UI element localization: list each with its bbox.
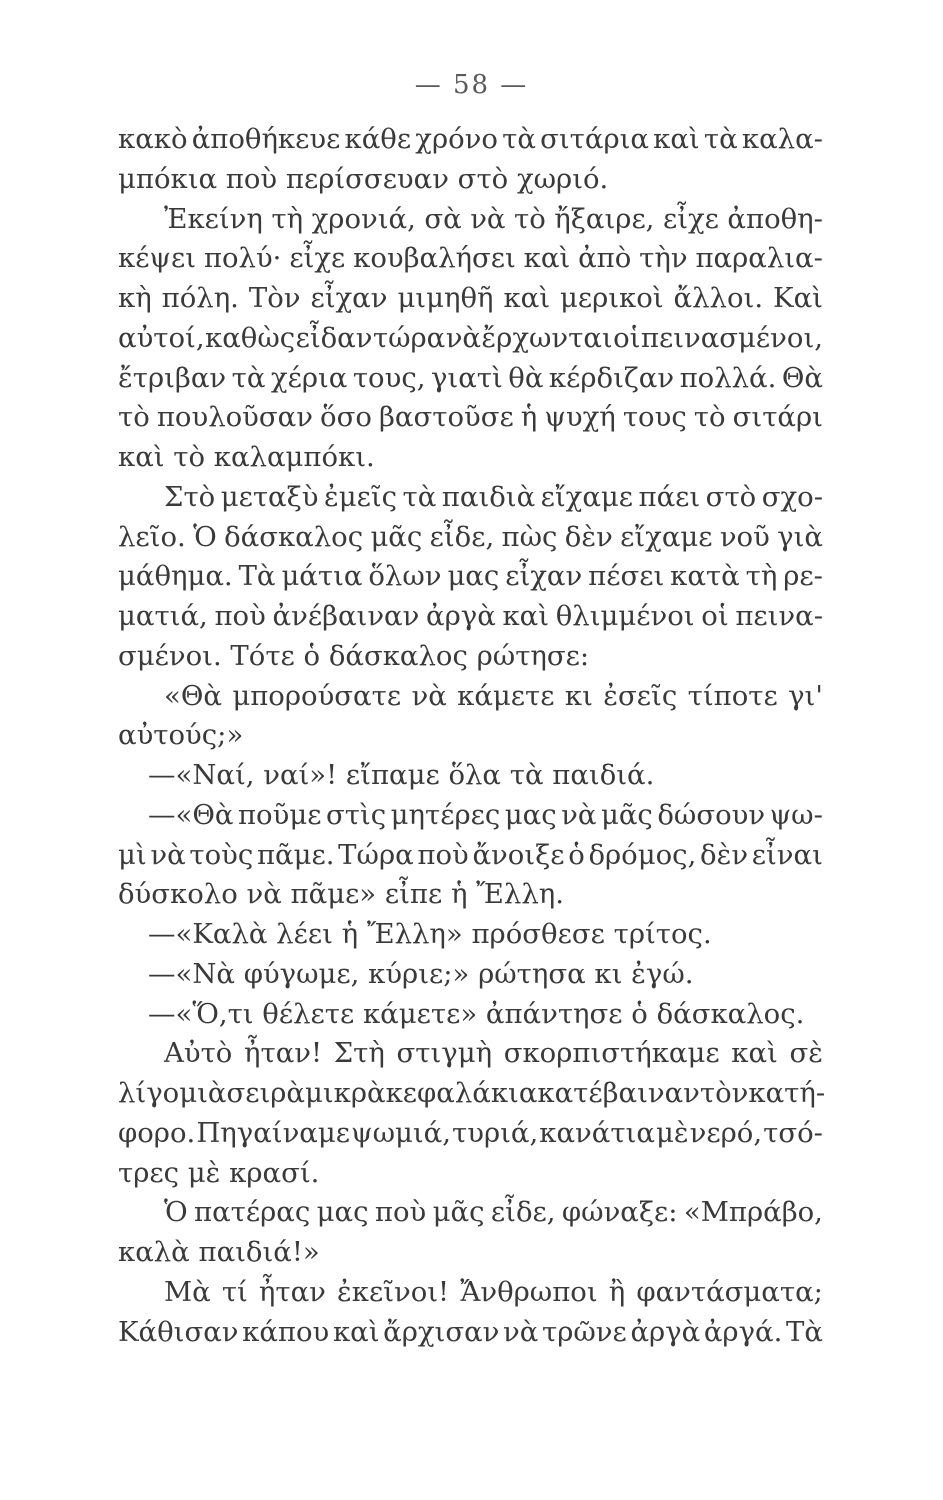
- text-line: —«Καλὰ λέει ἡ Ἔλλη» πρόσθεσε τρίτος.: [148, 918, 712, 950]
- text-line: κακὸ ἀποθήκευε κάθε χρόνο τὰ σιτάρια καὶ τὰ καλα-: [118, 123, 823, 155]
- text-line: μὶ νὰ τοὺς πᾶμε. Τώρα ποὺ ἄνοιξε ὁ δρόμος, δὲν εἶναι: [118, 838, 823, 871]
- text-line: λίγο μιὰ σειρὰ μικρὰ κεφαλάκια κατέβαιναν τὸν κατή-: [118, 1077, 826, 1109]
- text-line: Ἐκείνη τὴ χρονιά, σὰ νὰ τὸ ἤξαιρε, εἶχε ἀποθη-: [164, 202, 823, 235]
- text-line: μπόκια ποὺ περίσσευαν στὸ χωριό.: [118, 162, 609, 195]
- text-line: τρες μὲ κρασί.: [118, 1156, 320, 1189]
- text-line: ματιά, ποὺ ἀνέβαιναν ἀργὰ καὶ θλιμμένοι οἱ πεινα-: [118, 600, 823, 632]
- text-line: αὐτούς;»: [118, 719, 244, 752]
- text-line: καλὰ παιδιά!»: [118, 1236, 320, 1268]
- text-line: αὐτοί, καθὼς εἶδαν τώρα νὰ ἔρχωνται οἱ πεινασμένοι,: [118, 321, 823, 354]
- text-line: σμένοι. Τότε ὁ δάσκαλος ρώτησε:: [118, 639, 590, 672]
- text-line: τὸ πουλοῦσαν ὅσο βαστοῦσε ἡ ψυχή τους τὸ σιτάρι: [118, 401, 823, 434]
- text-line: κέψει πολύ· εἶχε κουβαλήσει καὶ ἀπὸ τὴν παραλια-: [118, 242, 823, 275]
- text-line: Κάθισαν κάπου καὶ ἄρχισαν νὰ τρῶνε ἀργὰ ἀργά. Τὰ: [118, 1315, 823, 1348]
- text-line: λεῖο. Ὁ δάσκαλος μᾶς εἶδε, πὼς δὲν εἴχαμε νοῦ γιὰ: [118, 520, 823, 553]
- text-line: —«Ὅ,τι θέλετε κάμετε» ἀπάντησε ὁ δάσκαλος.: [148, 997, 805, 1030]
- text-line: κὴ πόλη. Τὸν εἶχαν μιμηθῆ καὶ μερικοὶ ἄλλοι. Καὶ: [118, 282, 823, 314]
- text-line: «Θὰ μπορούσατε νὰ κάμετε κι ἐσεῖς τίποτε γι': [164, 679, 823, 712]
- text-line: —«Θὰ ποῦμε στὶς μητέρες μας νὰ μᾶς δώσουν ψω-: [148, 798, 823, 831]
- text-line: —«Ναί, ναί»! εἴπαμε ὅλα τὰ παιδιά.: [148, 759, 655, 791]
- text-line: καὶ τὸ καλαμπόκι.: [118, 441, 375, 473]
- text-line: μάθημα. Τὰ μάτια ὅλων μας εἶχαν πέσει κατὰ τὴ ρε-: [118, 560, 823, 593]
- text-line: —«Νὰ φύγωμε, κύριε;» ρώτησα κι ἐγώ.: [148, 957, 694, 990]
- text-line: φορο. Πηγαίναμε ψωμιά, τυριά, κανάτια μὲ νερό, τσό-: [118, 1116, 823, 1149]
- body-text: [118, 120, 826, 1352]
- text-line: Ὁ πατέρας μας ποὺ μᾶς εἶδε, φώναξε: «Μπράβο,: [164, 1196, 823, 1229]
- text-line: Αὐτὸ ἦταν! Στὴ στιγμὴ σκορπιστήκαμε καὶ σὲ: [164, 1037, 823, 1070]
- text-line: Στὸ μεταξὺ ἐμεῖς τὰ παιδιὰ εἴχαμε πάει στὸ σχο-: [164, 480, 823, 513]
- page-number: — 58 —: [414, 70, 529, 100]
- text-line: Μὰ τί ἦταν ἐκεῖνοι! Ἄνθρωποι ἢ φαντάσματα;: [164, 1275, 823, 1308]
- text-line: ἔτριβαν τὰ χέρια τους, γιατὶ θὰ κέρδιζαν πολλά. Θὰ: [118, 361, 823, 394]
- text-line: δύσκολο νὰ πᾶμε» εἶπε ἡ Ἔλλη.: [118, 878, 564, 911]
